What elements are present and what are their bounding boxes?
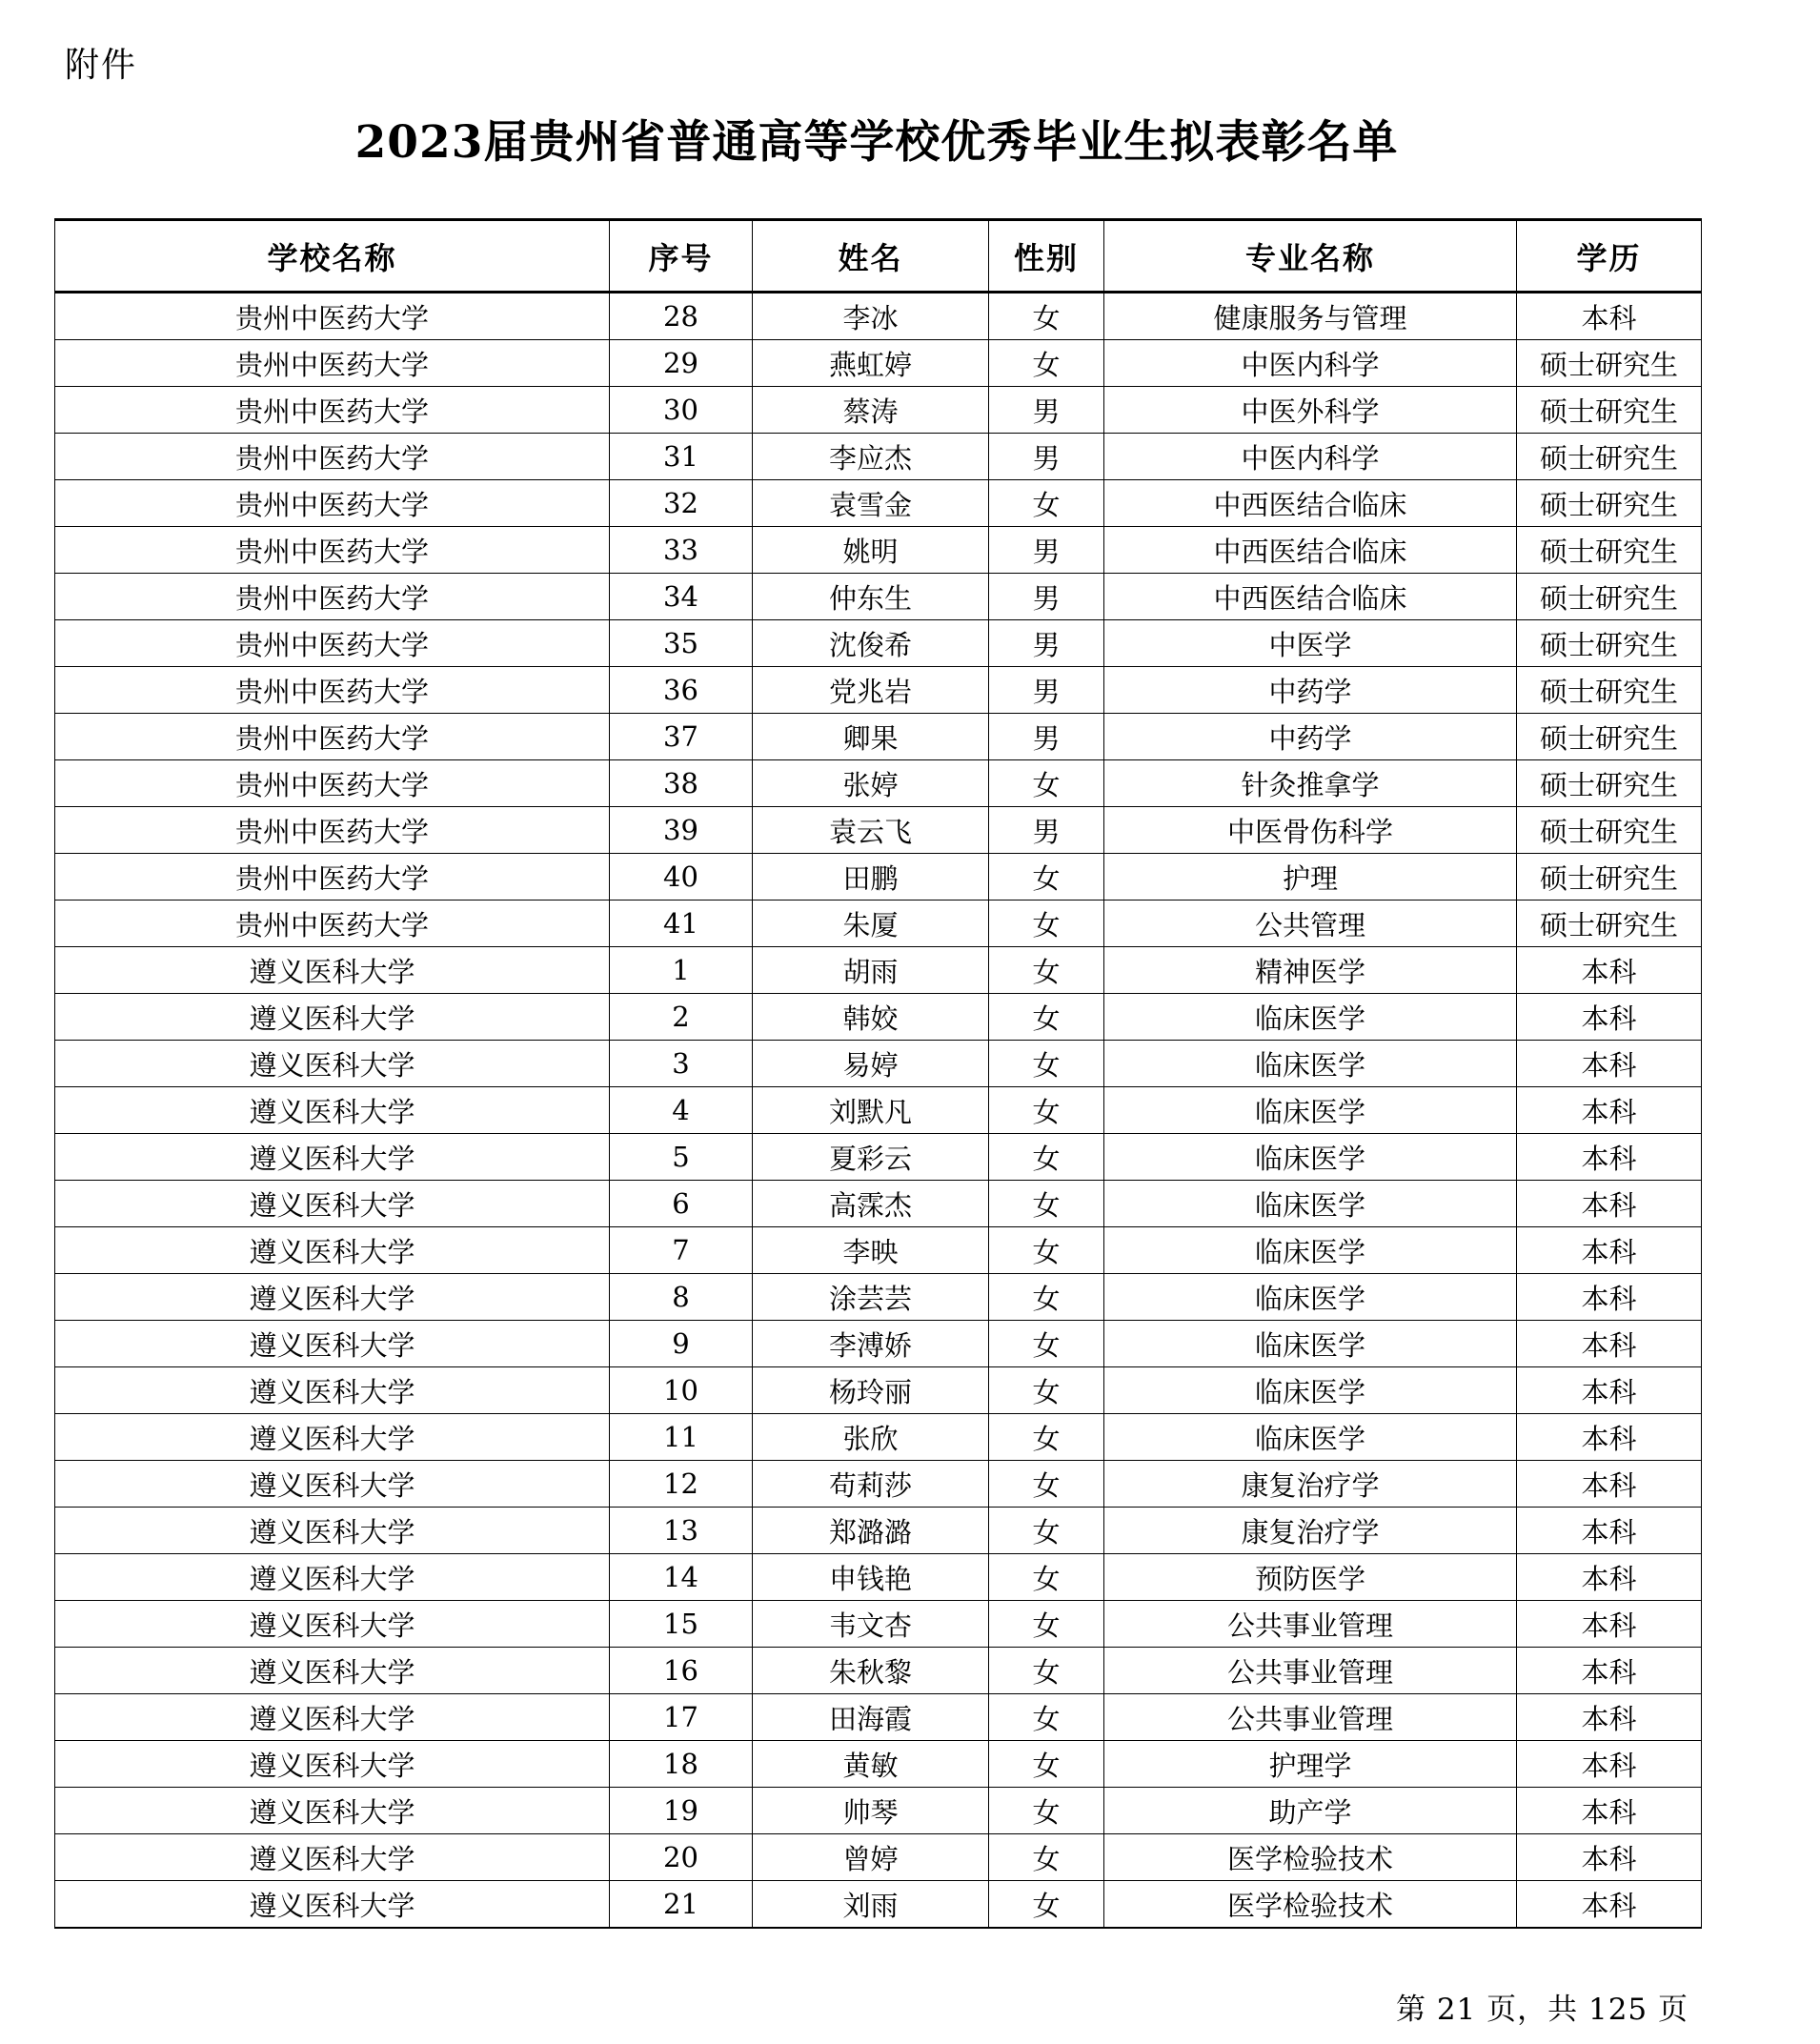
- cell-major: 中西医结合临床: [1104, 574, 1517, 620]
- cell-student-name: 朱厦: [753, 901, 989, 947]
- table-row: [55, 901, 1702, 947]
- cell-degree: 硕士研究生: [1517, 714, 1702, 760]
- cell-student-name: 韩姣: [753, 994, 989, 1041]
- cell-gender: 女: [989, 1274, 1104, 1321]
- cell-student-name: 曾婷: [753, 1834, 989, 1881]
- cell-student-name: 田海霞: [753, 1694, 989, 1741]
- table-row: [55, 1648, 1702, 1694]
- cell-major: 中医内科学: [1104, 434, 1517, 480]
- cell-school-name: 遵义医科大学: [55, 1554, 610, 1601]
- cell-school-name: 贵州中医药大学: [55, 434, 610, 480]
- cell-major: 临床医学: [1104, 1227, 1517, 1274]
- cell-gender: 男: [989, 574, 1104, 620]
- table-row: [55, 760, 1702, 807]
- cell-school-name: 贵州中医药大学: [55, 340, 610, 387]
- cell-school-name: 贵州中医药大学: [55, 527, 610, 574]
- cell-gender: 男: [989, 387, 1104, 434]
- cell-school-name: 贵州中医药大学: [55, 901, 610, 947]
- cell-school-name: 遵义医科大学: [55, 1461, 610, 1508]
- cell-student-name: 夏彩云: [753, 1134, 989, 1181]
- cell-degree: 本科: [1517, 1181, 1702, 1227]
- cell-serial-number: 21: [610, 1881, 753, 1929]
- cell-student-name: 申钱艳: [753, 1554, 989, 1601]
- cell-serial-number: 10: [610, 1367, 753, 1414]
- cell-student-name: 田鹏: [753, 854, 989, 901]
- cell-school-name: 遵义医科大学: [55, 1694, 610, 1741]
- cell-degree: 本科: [1517, 1227, 1702, 1274]
- cell-gender: 女: [989, 947, 1104, 994]
- cell-student-name: 仲东生: [753, 574, 989, 620]
- cell-major: 医学检验技术: [1104, 1834, 1517, 1881]
- cell-serial-number: 36: [610, 667, 753, 714]
- cell-serial-number: 13: [610, 1508, 753, 1554]
- cell-gender: 男: [989, 620, 1104, 667]
- table-row: [55, 387, 1702, 434]
- cell-student-name: 朱秋黎: [753, 1648, 989, 1694]
- honoree-table: [54, 218, 1702, 1929]
- table-row: [55, 1134, 1702, 1181]
- cell-degree: 本科: [1517, 1694, 1702, 1741]
- table-row: [55, 293, 1702, 340]
- table-row: [55, 1881, 1702, 1929]
- cell-gender: 女: [989, 293, 1104, 340]
- cell-degree: 本科: [1517, 1788, 1702, 1834]
- cell-school-name: 遵义医科大学: [55, 1834, 610, 1881]
- cell-degree: 硕士研究生: [1517, 620, 1702, 667]
- cell-school-name: 遵义医科大学: [55, 1134, 610, 1181]
- table-row: [55, 714, 1702, 760]
- cell-gender: 女: [989, 1834, 1104, 1881]
- cell-student-name: 张婷: [753, 760, 989, 807]
- cell-gender: 女: [989, 1508, 1104, 1554]
- cell-gender: 女: [989, 340, 1104, 387]
- cell-degree: 本科: [1517, 1414, 1702, 1461]
- cell-major: 中医外科学: [1104, 387, 1517, 434]
- cell-gender: 女: [989, 1881, 1104, 1929]
- cell-serial-number: 12: [610, 1461, 753, 1508]
- table-row: [55, 667, 1702, 714]
- table-row: [55, 1741, 1702, 1788]
- cell-serial-number: 38: [610, 760, 753, 807]
- header-gender: 性别: [989, 220, 1104, 293]
- cell-gender: 女: [989, 1087, 1104, 1134]
- table-row: [55, 1788, 1702, 1834]
- table-row: [55, 1834, 1702, 1881]
- cell-degree: 本科: [1517, 1834, 1702, 1881]
- cell-degree: 本科: [1517, 1367, 1702, 1414]
- cell-student-name: 燕虹婷: [753, 340, 989, 387]
- cell-gender: 女: [989, 1554, 1104, 1601]
- cell-school-name: 贵州中医药大学: [55, 854, 610, 901]
- cell-school-name: 遵义医科大学: [55, 1041, 610, 1087]
- table-row: [55, 434, 1702, 480]
- cell-school-name: 遵义医科大学: [55, 1274, 610, 1321]
- cell-major: 中西医结合临床: [1104, 480, 1517, 527]
- cell-school-name: 遵义医科大学: [55, 1881, 610, 1929]
- cell-major: 医学检验技术: [1104, 1881, 1517, 1929]
- cell-degree: 本科: [1517, 1648, 1702, 1694]
- cell-degree: 本科: [1517, 1321, 1702, 1367]
- cell-major: 临床医学: [1104, 1274, 1517, 1321]
- cell-student-name: 帅琴: [753, 1788, 989, 1834]
- table-row: [55, 574, 1702, 620]
- cell-serial-number: 5: [610, 1134, 753, 1181]
- cell-school-name: 遵义医科大学: [55, 1181, 610, 1227]
- cell-gender: 女: [989, 760, 1104, 807]
- cell-gender: 女: [989, 1321, 1104, 1367]
- cell-gender: 女: [989, 994, 1104, 1041]
- cell-gender: 女: [989, 854, 1104, 901]
- table-row: [55, 1321, 1702, 1367]
- cell-school-name: 贵州中医药大学: [55, 387, 610, 434]
- cell-student-name: 易婷: [753, 1041, 989, 1087]
- cell-major: 公共事业管理: [1104, 1694, 1517, 1741]
- cell-student-name: 高霂杰: [753, 1181, 989, 1227]
- cell-degree: 本科: [1517, 1274, 1702, 1321]
- cell-degree: 硕士研究生: [1517, 854, 1702, 901]
- header-major: 专业名称: [1104, 220, 1517, 293]
- cell-serial-number: 3: [610, 1041, 753, 1087]
- cell-major: 中医学: [1104, 620, 1517, 667]
- cell-degree: 本科: [1517, 1881, 1702, 1929]
- cell-serial-number: 8: [610, 1274, 753, 1321]
- cell-school-name: 遵义医科大学: [55, 1087, 610, 1134]
- cell-major: 中医骨伤科学: [1104, 807, 1517, 854]
- cell-serial-number: 1: [610, 947, 753, 994]
- cell-school-name: 贵州中医药大学: [55, 760, 610, 807]
- cell-gender: 男: [989, 434, 1104, 480]
- cell-student-name: 李冰: [753, 293, 989, 340]
- cell-gender: 女: [989, 1694, 1104, 1741]
- cell-major: 临床医学: [1104, 1321, 1517, 1367]
- cell-serial-number: 20: [610, 1834, 753, 1881]
- cell-serial-number: 35: [610, 620, 753, 667]
- cell-serial-number: 30: [610, 387, 753, 434]
- cell-gender: 男: [989, 527, 1104, 574]
- header-degree: 学历: [1517, 220, 1702, 293]
- cell-student-name: 张欣: [753, 1414, 989, 1461]
- cell-gender: 女: [989, 1367, 1104, 1414]
- cell-degree: 本科: [1517, 1508, 1702, 1554]
- cell-major: 临床医学: [1104, 1414, 1517, 1461]
- cell-major: 临床医学: [1104, 1134, 1517, 1181]
- cell-degree: 本科: [1517, 947, 1702, 994]
- cell-gender: 女: [989, 1741, 1104, 1788]
- cell-student-name: 袁雪金: [753, 480, 989, 527]
- cell-serial-number: 9: [610, 1321, 753, 1367]
- cell-degree: 硕士研究生: [1517, 340, 1702, 387]
- cell-major: 护理学: [1104, 1741, 1517, 1788]
- cell-degree: 硕士研究生: [1517, 760, 1702, 807]
- cell-major: 临床医学: [1104, 1367, 1517, 1414]
- table-row: [55, 1181, 1702, 1227]
- cell-major: 临床医学: [1104, 1087, 1517, 1134]
- cell-student-name: 李溥娇: [753, 1321, 989, 1367]
- cell-gender: 男: [989, 714, 1104, 760]
- cell-gender: 女: [989, 901, 1104, 947]
- cell-serial-number: 19: [610, 1788, 753, 1834]
- cell-serial-number: 29: [610, 340, 753, 387]
- cell-major: 临床医学: [1104, 994, 1517, 1041]
- cell-school-name: 贵州中医药大学: [55, 293, 610, 340]
- cell-school-name: 遵义医科大学: [55, 947, 610, 994]
- cell-serial-number: 31: [610, 434, 753, 480]
- cell-major: 中西医结合临床: [1104, 527, 1517, 574]
- cell-school-name: 贵州中医药大学: [55, 480, 610, 527]
- header-serial-number: 序号: [610, 220, 753, 293]
- cell-degree: 本科: [1517, 1041, 1702, 1087]
- cell-serial-number: 16: [610, 1648, 753, 1694]
- cell-school-name: 遵义医科大学: [55, 1741, 610, 1788]
- cell-degree: 硕士研究生: [1517, 667, 1702, 714]
- table-row: [55, 1227, 1702, 1274]
- cell-student-name: 姚明: [753, 527, 989, 574]
- cell-degree: 硕士研究生: [1517, 807, 1702, 854]
- cell-school-name: 遵义医科大学: [55, 1508, 610, 1554]
- table-row: [55, 994, 1702, 1041]
- cell-degree: 本科: [1517, 293, 1702, 340]
- cell-gender: 女: [989, 1181, 1104, 1227]
- cell-serial-number: 4: [610, 1087, 753, 1134]
- cell-student-name: 党兆岩: [753, 667, 989, 714]
- cell-serial-number: 39: [610, 807, 753, 854]
- cell-school-name: 贵州中医药大学: [55, 620, 610, 667]
- cell-school-name: 贵州中医药大学: [55, 807, 610, 854]
- table-row: [55, 620, 1702, 667]
- cell-major: 中药学: [1104, 714, 1517, 760]
- cell-school-name: 遵义医科大学: [55, 1788, 610, 1834]
- cell-student-name: 苟莉莎: [753, 1461, 989, 1508]
- cell-student-name: 黄敏: [753, 1741, 989, 1788]
- cell-serial-number: 15: [610, 1601, 753, 1648]
- cell-school-name: 贵州中医药大学: [55, 667, 610, 714]
- cell-gender: 女: [989, 1414, 1104, 1461]
- table-row: [55, 480, 1702, 527]
- cell-serial-number: 7: [610, 1227, 753, 1274]
- cell-gender: 男: [989, 667, 1104, 714]
- table-row: [55, 1041, 1702, 1087]
- table-row: [55, 854, 1702, 901]
- cell-major: 公共事业管理: [1104, 1648, 1517, 1694]
- cell-major: 康复治疗学: [1104, 1508, 1517, 1554]
- cell-degree: 硕士研究生: [1517, 527, 1702, 574]
- table-row: [55, 1508, 1702, 1554]
- cell-degree: 硕士研究生: [1517, 387, 1702, 434]
- cell-major: 临床医学: [1104, 1181, 1517, 1227]
- cell-student-name: 韦文杏: [753, 1601, 989, 1648]
- cell-major: 预防医学: [1104, 1554, 1517, 1601]
- cell-degree: 本科: [1517, 1134, 1702, 1181]
- cell-serial-number: 33: [610, 527, 753, 574]
- table-row: [55, 527, 1702, 574]
- attachment-label: 附件: [65, 46, 138, 85]
- cell-school-name: 遵义医科大学: [55, 1648, 610, 1694]
- cell-serial-number: 17: [610, 1694, 753, 1741]
- page-number-footer: 第 21 页，共 125 页: [1395, 1993, 1689, 2027]
- document-title: 2023届贵州省普通高等学校优秀毕业生拟表彰名单: [354, 116, 1399, 169]
- cell-school-name: 遵义医科大学: [55, 1414, 610, 1461]
- cell-major: 康复治疗学: [1104, 1461, 1517, 1508]
- cell-serial-number: 40: [610, 854, 753, 901]
- cell-serial-number: 28: [610, 293, 753, 340]
- cell-student-name: 胡雨: [753, 947, 989, 994]
- cell-serial-number: 34: [610, 574, 753, 620]
- cell-student-name: 刘雨: [753, 1881, 989, 1929]
- cell-student-name: 卿果: [753, 714, 989, 760]
- cell-degree: 硕士研究生: [1517, 574, 1702, 620]
- table-row: [55, 1554, 1702, 1601]
- cell-student-name: 涂芸芸: [753, 1274, 989, 1321]
- cell-serial-number: 2: [610, 994, 753, 1041]
- cell-student-name: 袁云飞: [753, 807, 989, 854]
- cell-major: 临床医学: [1104, 1041, 1517, 1087]
- cell-student-name: 刘默凡: [753, 1087, 989, 1134]
- cell-student-name: 蔡涛: [753, 387, 989, 434]
- cell-gender: 男: [989, 807, 1104, 854]
- cell-gender: 女: [989, 1648, 1104, 1694]
- cell-degree: 硕士研究生: [1517, 480, 1702, 527]
- cell-gender: 女: [989, 1461, 1104, 1508]
- cell-school-name: 遵义医科大学: [55, 1601, 610, 1648]
- table-row: [55, 1414, 1702, 1461]
- cell-school-name: 遵义医科大学: [55, 1227, 610, 1274]
- cell-major: 针灸推拿学: [1104, 760, 1517, 807]
- cell-gender: 女: [989, 480, 1104, 527]
- table-row: [55, 947, 1702, 994]
- cell-serial-number: 41: [610, 901, 753, 947]
- cell-serial-number: 6: [610, 1181, 753, 1227]
- cell-serial-number: 32: [610, 480, 753, 527]
- cell-major: 中医内科学: [1104, 340, 1517, 387]
- cell-school-name: 遵义医科大学: [55, 1321, 610, 1367]
- table-row: [55, 340, 1702, 387]
- table-row: [55, 1601, 1702, 1648]
- cell-degree: 本科: [1517, 994, 1702, 1041]
- cell-major: 公共管理: [1104, 901, 1517, 947]
- cell-school-name: 遵义医科大学: [55, 1367, 610, 1414]
- cell-student-name: 李映: [753, 1227, 989, 1274]
- cell-degree: 本科: [1517, 1087, 1702, 1134]
- cell-serial-number: 14: [610, 1554, 753, 1601]
- cell-gender: 女: [989, 1134, 1104, 1181]
- cell-major: 中药学: [1104, 667, 1517, 714]
- cell-serial-number: 37: [610, 714, 753, 760]
- header-school-name: 学校名称: [55, 220, 610, 293]
- cell-serial-number: 18: [610, 1741, 753, 1788]
- table-row: [55, 1087, 1702, 1134]
- cell-major: 助产学: [1104, 1788, 1517, 1834]
- cell-school-name: 遵义医科大学: [55, 994, 610, 1041]
- cell-major: 护理: [1104, 854, 1517, 901]
- cell-gender: 女: [989, 1227, 1104, 1274]
- cell-student-name: 郑潞潞: [753, 1508, 989, 1554]
- cell-degree: 本科: [1517, 1601, 1702, 1648]
- cell-serial-number: 11: [610, 1414, 753, 1461]
- table-row: [55, 807, 1702, 854]
- cell-gender: 女: [989, 1788, 1104, 1834]
- cell-degree: 硕士研究生: [1517, 434, 1702, 480]
- cell-degree: 本科: [1517, 1741, 1702, 1788]
- table-header-row: [55, 220, 1702, 293]
- cell-school-name: 贵州中医药大学: [55, 574, 610, 620]
- cell-major: 公共事业管理: [1104, 1601, 1517, 1648]
- cell-major: 精神医学: [1104, 947, 1517, 994]
- cell-student-name: 杨玲丽: [753, 1367, 989, 1414]
- cell-student-name: 沈俊希: [753, 620, 989, 667]
- cell-gender: 女: [989, 1601, 1104, 1648]
- cell-major: 健康服务与管理: [1104, 293, 1517, 340]
- cell-student-name: 李应杰: [753, 434, 989, 480]
- cell-degree: 本科: [1517, 1461, 1702, 1508]
- cell-gender: 女: [989, 1041, 1104, 1087]
- table-body: [55, 293, 1702, 1929]
- header-student-name: 姓名: [753, 220, 989, 293]
- cell-degree: 硕士研究生: [1517, 901, 1702, 947]
- table-row: [55, 1274, 1702, 1321]
- table-row: [55, 1694, 1702, 1741]
- cell-degree: 本科: [1517, 1554, 1702, 1601]
- table-row: [55, 1367, 1702, 1414]
- table-row: [55, 1461, 1702, 1508]
- cell-school-name: 贵州中医药大学: [55, 714, 610, 760]
